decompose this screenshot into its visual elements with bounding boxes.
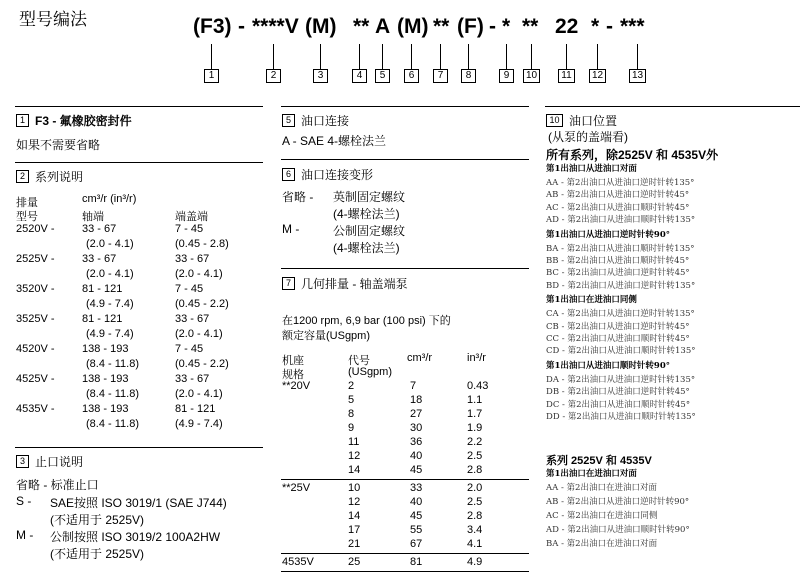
- code-value: 12: [348, 450, 361, 462]
- port-option: BC - 第2出油口从进油口逆时针转45°: [546, 268, 690, 279]
- code-part-7: **: [433, 15, 450, 38]
- port-option: CC - 第2出油口从进油口顺时针转45°: [546, 334, 690, 344]
- series-cover-cm: 7 - 45: [175, 283, 204, 295]
- section-3-m-text: 公制按照 ISO 3019/2 100A2HW: [50, 530, 221, 544]
- code-box-8: 8: [461, 69, 476, 83]
- in3-value: 2.0: [467, 482, 483, 494]
- section-3-s-text: SAE按照 ISO 3019/1 (SAE J744): [50, 496, 227, 510]
- series-model: 2520V -: [16, 223, 55, 235]
- cm3-value: 40: [410, 496, 423, 508]
- section-3-heading: 3 止口说明: [16, 453, 83, 470]
- section-6-omit-text: 英制固定螺纹: [333, 190, 406, 204]
- code-value: 8: [348, 408, 355, 420]
- section-3-m-note: (不适用于 2525V): [50, 547, 145, 561]
- port-option: DA - 第2出油口从进油口逆时针转135°: [546, 374, 696, 385]
- section-3-line-1: 省略 - 标准止口: [16, 478, 99, 492]
- page-title: 型号编法: [19, 10, 87, 29]
- series-shaft-in: (8.4 - 11.8): [86, 388, 139, 400]
- series-model: 2525V -: [16, 253, 55, 265]
- col-header-cm: cm³/r: [407, 352, 433, 364]
- series-cover-in: (2.0 - 4.1): [175, 328, 223, 340]
- section-6-heading: 6 油口连接变形: [282, 166, 373, 183]
- code-part-3: (M): [305, 15, 337, 38]
- in3-value: 4.1: [467, 538, 483, 550]
- code-value: 9: [348, 422, 355, 434]
- port-option: BA - 第2出油口从进油口顺时针转135°: [546, 243, 695, 254]
- in3-value: 2.8: [467, 510, 483, 522]
- section-10-heading: 10 油口位置: [546, 112, 617, 129]
- code-box-1: 1: [204, 69, 219, 83]
- series-shaft-in: (8.4 - 11.8): [86, 418, 139, 430]
- series-shaft-in: (2.0 - 4.1): [86, 268, 134, 280]
- code-part-11: 22: [555, 15, 579, 38]
- cm3-value: 36: [410, 436, 423, 448]
- code-box-7: 7: [433, 69, 448, 83]
- code-box-4: 4: [352, 69, 367, 83]
- code-value: 2: [348, 380, 355, 392]
- code-box-2: 2: [266, 69, 281, 83]
- col-header-displacement: 排量: [16, 197, 38, 209]
- code-value: 14: [348, 510, 361, 522]
- code-dash-2: -: [489, 15, 496, 38]
- in3-value: 2.8: [467, 464, 483, 476]
- col-header-code: 代号: [348, 355, 370, 367]
- section-3-s-label: S -: [16, 494, 32, 508]
- series-cover-cm: 7 - 45: [175, 223, 204, 235]
- series-shaft-cm: 33 - 67: [82, 253, 117, 265]
- code-value: 25: [348, 556, 361, 568]
- section-10-all-series: 所有系列，除2525V 和 4535V外: [546, 148, 719, 162]
- port-option: AC - 第2出油口在进油口同侧: [546, 511, 658, 521]
- cm3-value: 55: [410, 524, 423, 536]
- port-option: AC - 第2出油口从进油口顺时针转45°: [546, 202, 690, 213]
- code-value: 11: [348, 436, 360, 448]
- code-value: 14: [348, 464, 361, 476]
- port-option: BA - 第2出油口在进油口对面: [546, 539, 658, 549]
- code-box-5: 5: [375, 69, 390, 83]
- cm3-value: 67: [410, 538, 423, 550]
- in3-value: 1.9: [467, 422, 483, 434]
- section-1-heading: 1 F3 - 氟橡胶密封件: [16, 112, 132, 129]
- series-shaft-in: (2.0 - 4.1): [86, 238, 134, 250]
- cm3-value: 45: [410, 464, 423, 476]
- section-6-omit-label: 省略 -: [282, 190, 314, 204]
- code-value: 10: [348, 482, 361, 494]
- code-part-6: (M): [397, 15, 429, 38]
- series-shaft-in: (4.9 - 7.4): [86, 298, 134, 310]
- code-value: 17: [348, 524, 361, 536]
- port-option: CA - 第2出油口从进油口逆时针转135°: [546, 309, 695, 320]
- code-part-10: **: [522, 15, 539, 38]
- section-6-omit-note: (4-螺栓法兰): [333, 207, 400, 221]
- frame-size: 4535V: [282, 556, 314, 568]
- col-header-frame-2: 规格: [282, 369, 304, 381]
- port-option: CD - 第2出油口从进油口顺时针转135°: [546, 346, 696, 357]
- series-model: 3525V -: [16, 313, 55, 325]
- code-box-6: 6: [404, 69, 419, 83]
- code-box-9: 9: [499, 69, 514, 83]
- code-box-10: 10: [523, 69, 540, 83]
- code-box-12: 12: [589, 69, 606, 83]
- port-option: BD - 第2出油口从进油口逆时针转135°: [546, 280, 696, 291]
- series-cover-cm: 33 - 67: [175, 373, 210, 385]
- section-6-m-text: 公制固定螺纹: [333, 224, 406, 238]
- port-option: AD - 第2出油口从进油口顺时针转90°: [546, 525, 690, 535]
- port-group-title: 第1出油口从进油口逆时针转90°: [546, 229, 670, 240]
- cm3-value: 30: [410, 422, 423, 434]
- cm3-value: 81: [410, 556, 423, 568]
- cm3-value: 18: [410, 394, 423, 406]
- series-shaft-cm: 81 - 121: [82, 313, 123, 325]
- section-7-heading: 7 几何排量 - 轴盖端泵: [282, 275, 408, 292]
- series-cover-in: (2.0 - 4.1): [175, 388, 223, 400]
- code-value: 21: [348, 538, 361, 550]
- section-6-m-label: M -: [282, 222, 300, 236]
- in3-value: 3.4: [467, 524, 483, 536]
- code-part-5: A: [375, 15, 391, 38]
- series-model: 4525V -: [16, 373, 55, 385]
- col-header-shaft: 轴端: [82, 211, 104, 223]
- series-cover-in: (4.9 - 7.4): [175, 418, 223, 430]
- code-part-9: *: [502, 15, 511, 38]
- col-header-units: cm³/r (in³/r): [82, 193, 137, 205]
- frame-size: **20V: [282, 380, 311, 392]
- section-6-m-note: (4-螺栓法兰): [333, 241, 400, 255]
- port-group-title: 第1出油口在进油口同侧: [546, 295, 637, 306]
- section-10-subtitle: (从泵的盖端看): [548, 130, 628, 144]
- series-cover-cm: 33 - 67: [175, 313, 210, 325]
- section-5-line: A - SAE 4-螺栓法兰: [282, 134, 387, 148]
- series-model: 4535V -: [16, 403, 55, 415]
- code-dash-3: -: [606, 15, 613, 38]
- section-7-intro-1: 在1200 rpm, 6,9 bar (100 psi) 下的: [282, 315, 451, 327]
- series-shaft-cm: 138 - 193: [82, 343, 129, 355]
- col-header-frame: 机座: [282, 355, 304, 367]
- cm3-value: 27: [410, 408, 423, 420]
- series-shaft-cm: 81 - 121: [82, 283, 123, 295]
- series-model: 3520V -: [16, 283, 55, 295]
- section-7-intro-2: 额定容量(USgpm): [282, 330, 371, 342]
- series-cover-in: (0.45 - 2.2): [175, 298, 229, 310]
- code-part-4: **: [353, 15, 370, 38]
- series-cover-in: (0.45 - 2.8): [175, 238, 229, 250]
- col-header-in: in³/r: [467, 352, 486, 364]
- series-cover-cm: 7 - 45: [175, 343, 204, 355]
- code-part-13: ***: [620, 15, 645, 38]
- col-header-cover: 端盖端: [175, 211, 208, 223]
- series-cover-in: (2.0 - 4.1): [175, 268, 223, 280]
- table-separator: [281, 479, 529, 480]
- port-option: BB - 第2出油口从进油口顺时针转45°: [546, 256, 690, 266]
- code-part-1: (F3): [193, 15, 232, 38]
- port-option: AA - 第2出油口在进油口对面: [546, 483, 657, 493]
- col-header-model: 型号: [16, 211, 38, 223]
- series-shaft-cm: 138 - 193: [82, 373, 129, 385]
- in3-value: 2.5: [467, 496, 483, 508]
- port-option: AB - 第2出油口从进油口逆时针转45°: [546, 190, 690, 201]
- port-group-title: 第1出油口从进油口顺时针转90°: [546, 360, 670, 371]
- series-cover-in: (0.45 - 2.2): [175, 358, 229, 370]
- port-option: DC - 第2出油口从进油口顺时针转45°: [546, 399, 691, 410]
- code-box-11: 11: [558, 69, 575, 83]
- section-3-s-note: (不适用于 2525V): [50, 513, 145, 527]
- code-value: 5: [348, 394, 355, 406]
- series-cover-cm: 33 - 67: [175, 253, 210, 265]
- port-option: CB - 第2出油口从进油口逆时针转45°: [546, 321, 690, 332]
- port-option: AA - 第2出油口从进油口逆时针转135°: [546, 178, 695, 188]
- col-header-code-2: (USgpm): [348, 366, 393, 378]
- in3-value: 4.9: [467, 556, 483, 568]
- port-option: AD - 第2出油口从进油口顺时针转135°: [546, 215, 696, 226]
- in3-value: 2.5: [467, 450, 483, 462]
- in3-value: 1.7: [467, 408, 483, 420]
- code-value: 12: [348, 496, 361, 508]
- code-box-3: 3: [313, 69, 328, 83]
- code-box-13: 13: [629, 69, 646, 83]
- port-option: DD - 第2出油口从进油口顺时针转135°: [546, 412, 696, 422]
- code-dash-1: -: [238, 15, 245, 38]
- cm3-value: 40: [410, 450, 423, 462]
- series-cover-cm: 81 - 121: [175, 403, 216, 415]
- section-5-heading: 5 油口连接: [282, 112, 349, 129]
- code-part-2: ****V: [252, 15, 299, 38]
- in3-value: 1.1: [467, 394, 483, 406]
- code-part-12: *: [591, 15, 600, 38]
- in3-value: 2.2: [467, 436, 483, 448]
- series-shaft-in: (4.9 - 7.4): [86, 328, 134, 340]
- section-10-series-2-title: 第1出油口在进油口对面: [546, 469, 637, 479]
- series-shaft-in: (8.4 - 11.8): [86, 358, 139, 370]
- section-3-m-label: M -: [16, 528, 34, 542]
- frame-size: **25V: [282, 482, 311, 494]
- cm3-value: 33: [410, 482, 423, 494]
- table-separator: [281, 553, 529, 554]
- code-part-8: (F): [457, 15, 484, 38]
- series-shaft-cm: 33 - 67: [82, 223, 117, 235]
- section-2-heading: 2 系列说明: [16, 168, 83, 185]
- cm3-value: 7: [410, 380, 417, 392]
- port-group-title: 第1出油口从进油口对面: [546, 164, 637, 174]
- section-1-note: 如果不需要省略: [16, 138, 101, 152]
- in3-value: 0.43: [467, 380, 489, 392]
- section-10-series-2: 系列 2525V 和 4535V: [546, 455, 652, 467]
- series-shaft-cm: 138 - 193: [82, 403, 129, 415]
- series-model: 4520V -: [16, 343, 55, 355]
- cm3-value: 45: [410, 510, 423, 522]
- port-option: DB - 第2出油口从进油口逆时针转45°: [546, 387, 690, 398]
- port-option: AB - 第2出油口从进油口逆时针转90°: [546, 497, 690, 507]
